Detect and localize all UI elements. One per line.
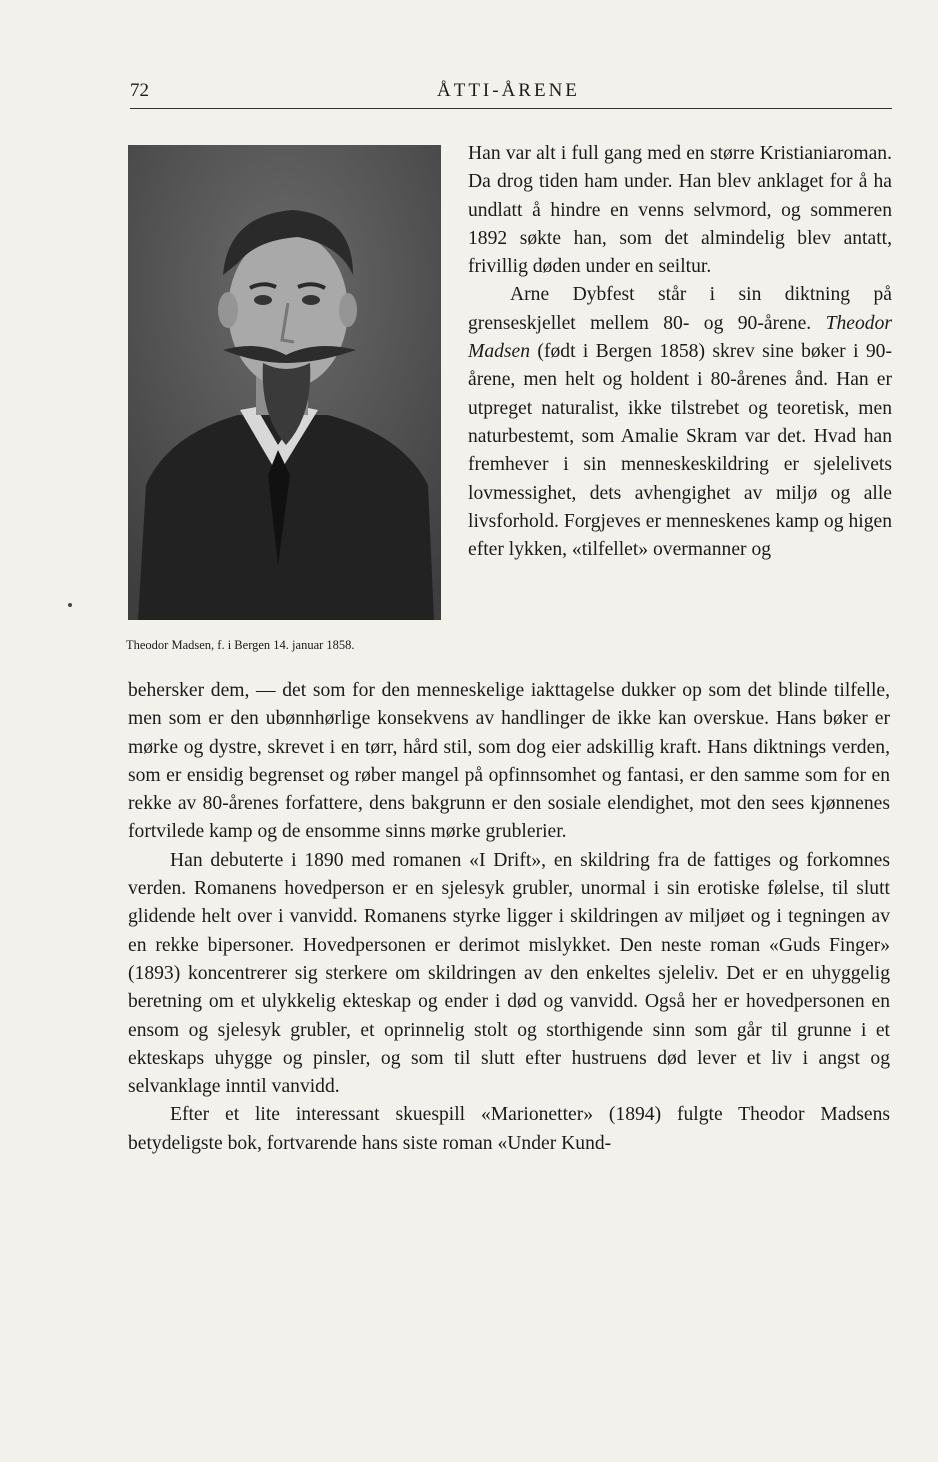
portrait-photo [128,145,441,620]
paragraph: Han debuterte i 1890 med romanen «I Drift», en skildring fra de fattiges og forkomnes verden. Romanens hovedperson er en sjelesyk grubler, unormal i sin erotiske følelse, til slutt glidende helt over i vanvidd. Romanens styrke ligger i skildringen av miljøet og i tegningen av en rekke bipersoner. Hovedpersonen er derimot mislykket. Den neste roman «Guds Finger» (1893) koncentrerer sig sterkere om skildringen av den enkeltes sjeleliv. Det er en uhyggelig beretning om et ulykkelig ekteskap og ender i død og vanvidd. Også her er hovedpersonen en ensom og sjelesyk grubler, et oprinnelig stolt og storthigende sinn som går til grunne i et ekteskaps uhygge og pinsler, og som til slutt efter hustruens død lever et liv i angst og selvanklage inntil vanvidd. [128,849,890,1098]
paragraph-continuation: behersker dem, — det som for den menneskelige iakttagelse dukker op som det blinde tilfelle, men som er den ubønnhørlige konsekvens av handlinger de ikke kan overskue. Hans bøker er mørke og dystre, skrevet i en tørr, hård stil, som dog eier adskillig kraft. Hans diktnings verden, som er ensidig begrenset og røber mangel på opfinnsomhet og fantasi, er den samme som for en rekke av 80-årenes forfattere, dens bakgrunn er den sosiale elendighet, mot den sees kjønnenes fortvilede kamp og de ensomme sinns mørke grublerier. [128,680,890,843]
print-speck [68,603,72,607]
paragraph: Han var alt i full gang med en større Kristianiaroman. Da drog tiden ham under. Han blev anklaget for å ha undlatt å hindre en venns selvmord, og sommeren 1892 søkte han, som det almindelig blev antatt, frivillig døden under en seiltur. [468,143,892,278]
paragraph: Efter et lite interessant skuespill «Marionetter» (1894) fulgte Theodor Madsens betydeligste bok, fortvarende hans siste roman «Under Kund- [128,1104,890,1154]
full-width-text [128,677,890,1158]
page-number: 72 [130,80,149,101]
page-header [130,78,892,109]
paragraph-rest: (født i Bergen 1858) skrev sine bøker i 90-årene, men helt og holdent i 80-årenes ånd. Han er utpreget naturalist, ikke tilstrebet og teoretisk, men naturbestemt, som Amalie Skram var det. Hvad han fremhever i sin menneskeskildring er sjelelivets lovmessighet, dets avhengighet av miljø og alle livsforhold. Forgjeves er menneskenes kamp og higen efter lykken, «tilfellet» overmanner og [468,341,892,561]
photo-caption: Theodor Madsen, f. i Bergen 14. januar 1858. [126,638,355,652]
running-title: ÅTTI-ÅRENE [437,80,580,101]
author-name: Theodor Madsen [468,312,892,363]
right-column-text [468,140,892,564]
paragraph [468,281,892,564]
paragraph-start: Arne Dybfest står i sin diktning på grenseskjellet mellem 80- og 90-årene. [468,284,892,334]
